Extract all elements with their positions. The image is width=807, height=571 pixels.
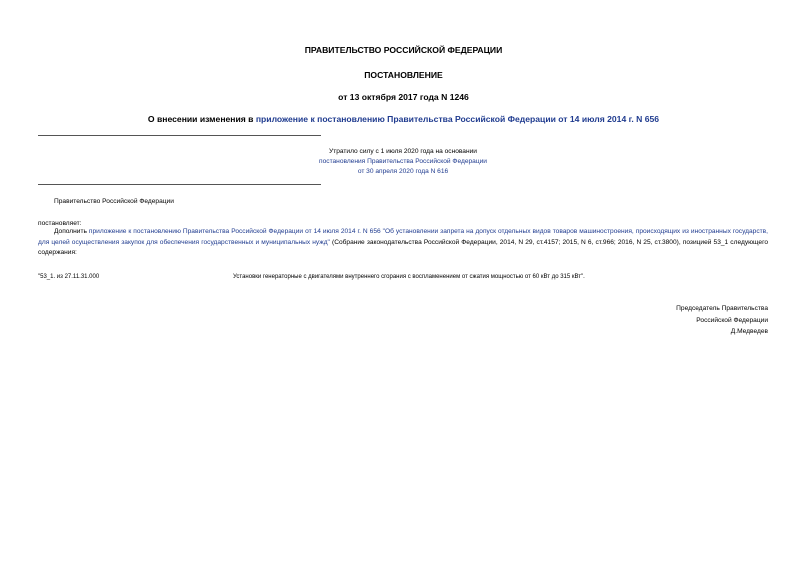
status-note xyxy=(233,147,573,177)
paragraph-start: Дополнить xyxy=(54,228,89,235)
status-link-date[interactable]: от 30 апреля 2020 года N 616 xyxy=(357,168,449,175)
document-type-heading: ПОСТАНОВЛЕНИЕ xyxy=(364,70,443,80)
date-number-heading: от 13 октября 2017 года N 1246 xyxy=(338,92,469,102)
paragraph-link[interactable]: приложение к постановлению Правительства Российской Федерации от 14 июля 2014 г. N 656 "Об установлении запрета на допуск отдельных видов товаров машиностроения, происходящих из иностранных государств, для целей осуществления закупок для обеспечения государственных и муниципальных нужд" xyxy=(38,228,768,246)
position-code: "53_1. из 27.11.31.000 xyxy=(38,274,100,280)
signature-name: Д.Медведев xyxy=(730,328,768,335)
divider-top xyxy=(38,135,321,136)
resolves-text: постановляет: xyxy=(38,220,82,227)
signature-position: Председатель Правительства xyxy=(676,305,768,312)
signature-block xyxy=(676,303,768,338)
title-link[interactable]: приложение к постановлению Правительства Российской Федерации от 14 июля 2014 г. N 656 xyxy=(255,114,660,124)
government-heading: ПРАВИТЕЛЬСТВО РОССИЙСКОЙ ФЕДЕРАЦИИ xyxy=(304,45,503,55)
position-description: Установки генераторные с двигателями внутреннего сгорания с воспламенением от сжатия мощностью от 60 кВт до 315 кВт". xyxy=(233,274,585,280)
main-paragraph xyxy=(38,227,768,259)
divider-bottom xyxy=(38,184,321,185)
status-line-1: Утратило силу с 1 июля 2020 года на основании xyxy=(329,148,477,155)
title-prefix: О внесении изменения в xyxy=(147,114,256,124)
document-title xyxy=(0,114,807,124)
authority-text: Правительство Российской Федерации xyxy=(54,198,174,205)
status-link-resolution[interactable]: постановления Правительства Российской Федерации xyxy=(319,158,487,165)
signature-country: Российской Федерации xyxy=(696,316,768,324)
paragraph-end: (Собрание законодательства Российской Федерации, 2014, N 29, ст.4157; 2015, N 6, ст.966; 2016, N 25, ст.3800), позицией 53_1 следующего содержания: xyxy=(38,238,769,257)
